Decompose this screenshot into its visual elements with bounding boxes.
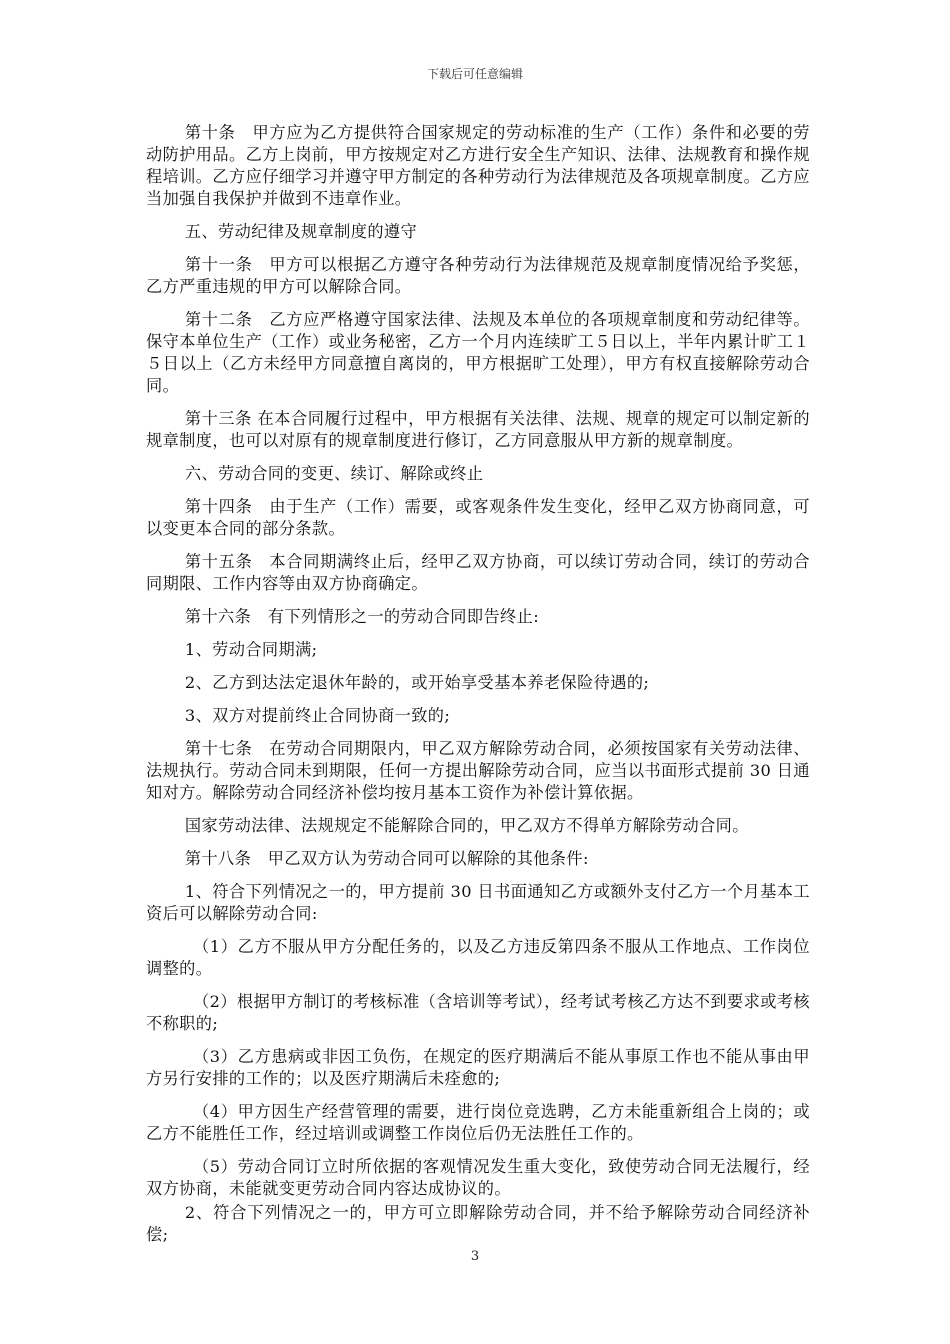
- article-18-sub-1: （1）乙方不服从甲方分配任务的，以及乙方违反第四条不服从工作地点、工作岗位调整的。: [146, 937, 810, 978]
- article-18: 第十八条 甲乙双方认为劳动合同可以解除的其他条件:: [184, 849, 589, 868]
- article-18-item-2: 2、符合下列情况之一的，甲方可立即解除劳动合同，并不给予解除劳动合同经济补偿;: [146, 1203, 810, 1244]
- article-17: 第十七条 在劳动合同期限内，甲乙双方解除劳动合同，必须按国家有关劳动法律、法规执行。劳动合同未到期限，任何一方提出解除劳动合同，应当以书面形式提前 30 日通知对方。解除劳动合同经济补偿均按月基本工资作为补偿计算依据。: [146, 739, 810, 802]
- article-11: 第十一条 甲方可以根据乙方遵守各种劳动行为法律规范及规章制度情况给予奖惩，乙方严重违规的甲方可以解除合同。: [146, 255, 810, 296]
- article-18-sub-4: （4）甲方因生产经营管理的需要，进行岗位竞选聘，乙方未能重新组合上岗的；或乙方不能胜任工作，经过培训或调整工作岗位后仍无法胜任工作的。: [146, 1102, 810, 1143]
- article-15: 第十五条 本合同期满终止后，经甲乙双方协商，可以续订劳动合同，续订的劳动合同期限、工作内容等由双方协商确定。: [146, 552, 810, 593]
- article-17-note: 国家劳动法律、法规规定不能解除合同的，甲乙双方不得单方解除劳动合同。: [184, 816, 749, 835]
- article-18-sub-2: （2）根据甲方制订的考核标准（含培训等考试），经考试考核乙方达不到要求或考核不称职的;: [146, 992, 810, 1033]
- page-number: 3: [470, 1249, 480, 1264]
- section-heading-6: 六、劳动合同的变更、续订、解除或终止: [184, 464, 484, 483]
- document-body: [146, 122, 810, 1257]
- article-12: 第十二条 乙方应严格遵守国家法律、法规及本单位的各项规章制度和劳动纪律等。保守本单位生产（工作）或业务秘密，乙方一个月内连续旷工５日以上，半年内累计旷工１５日以上（乙方未经甲方同意擅自离岗的，甲方根据旷工处理），甲方有权直接解除劳动合同。: [146, 310, 810, 395]
- article-18-sub-5: （5）劳动合同订立时所依据的客观情况发生重大变化，致使劳动合同无法履行，经双方协商，未能就变更劳动合同内容达成协议的。: [146, 1157, 810, 1198]
- article-18-item-1: 1、符合下列情况之一的，甲方提前 30 日书面通知乙方或额外支付乙方一个月基本工资后可以解除劳动合同:: [146, 882, 810, 923]
- article-13: 第十三条 在本合同履行过程中，甲方根据有关法律、法规、规章的规定可以制定新的规章制度，也可以对原有的规章制度进行修订，乙方同意服从甲方新的规章制度。: [146, 409, 810, 450]
- article-16: 第十六条 有下列情形之一的劳动合同即告终止:: [184, 607, 540, 626]
- page-header: 下载后可任意编辑: [426, 67, 523, 81]
- article-16-item-3: 3、双方对提前终止合同协商一致的;: [184, 706, 451, 725]
- section-heading-5: 五、劳动纪律及规章制度的遵守: [184, 222, 418, 241]
- article-18-sub-3: （3）乙方患病或非因工负伤，在规定的医疗期满后不能从事原工作也不能从事由甲方另行安排的工作的；以及医疗期满后未痊愈的;: [146, 1047, 810, 1088]
- article-14: 第十四条 由于生产（工作）需要，或客观条件发生变化，经甲乙双方协商同意，可以变更本合同的部分条款。: [146, 497, 810, 538]
- article-10: 第十条 甲方应为乙方提供符合国家规定的劳动标准的生产（工作）条件和必要的劳动防护用品。乙方上岗前，甲方按规定对乙方进行安全生产知识、法律、法规教育和操作规程培训。乙方应仔细学习并遵守甲方制定的各种劳动行为法律规范及各项规章制度。乙方应当加强自我保护并做到不违章作业。: [146, 123, 810, 208]
- article-16-item-2: 2、乙方到达法定退休年龄的，或开始享受基本养老保险待遇的;: [184, 673, 650, 692]
- article-16-item-1: 1、劳动合同期满;: [184, 640, 318, 659]
